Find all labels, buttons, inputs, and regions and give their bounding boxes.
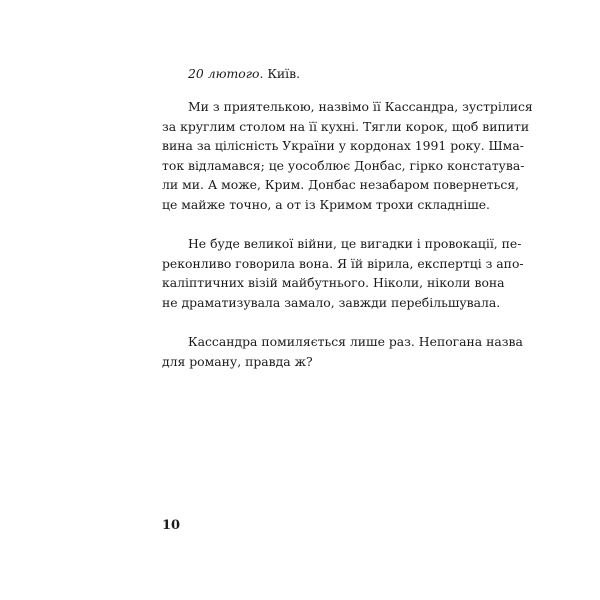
paragraph-line: Кассандра помиляється лише раз. Непогана назва [188, 334, 523, 349]
page-number: 10 [162, 518, 181, 533]
paragraph-line: вина за цілісність України у кордонах 1991 року. Шма- [162, 138, 524, 153]
paragraph-line: Ми з приятелькою, назвімо її Кассандра, зустрілися [188, 99, 533, 114]
paragraph-line: не драматизувала замало, завжди перебільшувала. [162, 294, 501, 310]
paragraph-line: за круглим столом на її кухні. Тягли корок, щоб випити [162, 118, 530, 134]
paragraph-2 [162, 234, 524, 312]
dateline-date: 20 лютого [188, 66, 260, 81]
paragraph-line: для роману, правда ж? [162, 353, 313, 369]
paragraph-line: каліптичних візій майбутнього. Ніколи, ніколи вона [162, 275, 505, 290]
paragraph-line: ток відламався; це уособлює Донбас, гірко констатува- [162, 157, 525, 173]
paragraph-line: ли ми. А може, Крим. Донбас незабаром повернеться, [162, 177, 520, 192]
paragraph-3 [162, 332, 523, 371]
body-text [162, 64, 533, 391]
dateline [162, 64, 445, 83]
paragraph-1 [162, 97, 533, 214]
paragraph-line: це майже точно, а от із Кримом трохи складніше. [162, 196, 491, 212]
paragraph-line: реконливо говорила вона. Я їй вірила, експертці з апо- [162, 255, 524, 271]
paragraph-line: Не буде великої війни, це вигадки і провокації, пе- [188, 236, 522, 251]
dateline-place: . Київ. [259, 66, 301, 81]
